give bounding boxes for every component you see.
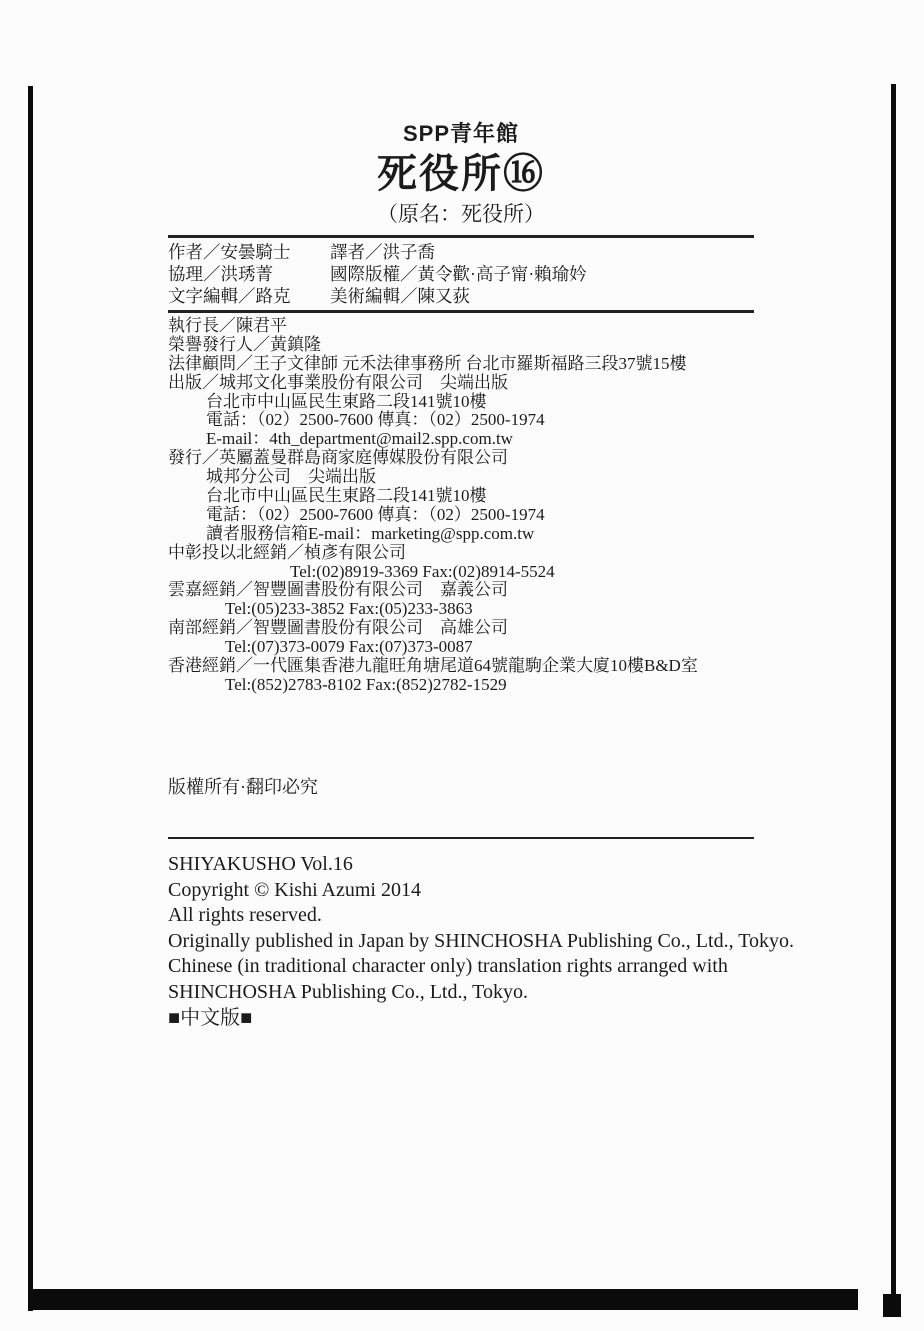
publishing-line: E-mail：4th_department@mail2.spp.com.tw <box>206 429 513 449</box>
credit-coordinator: 協理／洪琇菁 <box>168 264 273 284</box>
original-title: （原名：死役所） <box>377 203 545 226</box>
scan-border-right <box>891 84 896 1297</box>
publishing-line: 南部經銷／智豐圖書股份有限公司 高雄公司 <box>168 618 508 638</box>
english-arranger-line: SHINCHOSHA Publishing Co., Ltd., Tokyo. <box>168 980 528 1003</box>
english-translation-line: Chinese (in traditional character only) translation rights arranged with <box>168 955 728 978</box>
credit-translator: 譯者／洪子喬 <box>330 242 435 262</box>
english-rights-line: All rights reserved. <box>168 904 322 927</box>
publishing-line: 讀者服務信箱E-mail：marketing@spp.com.tw <box>206 523 535 543</box>
publishing-line: 香港經銷／一代匯集香港九龍旺角塘尾道64號龍駒企業大廈10樓B&D室 <box>168 656 698 676</box>
credits-table <box>168 241 754 307</box>
publishing-line: 執行長／陳君平 <box>168 316 287 335</box>
divider-credits <box>168 310 754 313</box>
divider-bottom <box>168 837 754 839</box>
english-copyright-line: Copyright © Kishi Azumi 2014 <box>168 878 421 901</box>
publishing-line: 出版／城邦文化事業股份有限公司 尖端出版 <box>168 372 508 392</box>
scan-border-left <box>28 86 33 1311</box>
publishing-line: 雲嘉經銷／智豐圖書股份有限公司 嘉義公司 <box>168 580 508 600</box>
publishing-line: 法律顧問／王子文律師 元禾法律事務所 台北市羅斯福路三段37號15樓 <box>168 353 687 373</box>
publishing-line: 電話：（02）2500-7600 傳真：（02）2500-1974 <box>206 410 545 430</box>
publishing-line: 榮譽發行人／黃鎮隆 <box>168 334 321 354</box>
publishing-line: 中彰投以北經銷／楨彥有限公司 <box>168 542 406 562</box>
publishing-info <box>168 317 808 695</box>
credits-row <box>168 241 754 263</box>
book-title: 死役所⑯ <box>377 152 545 196</box>
credit-intl-rights: 國際版權／黃令歡·高子甯·賴瑜妗 <box>330 264 587 284</box>
publishing-line: 發行／英屬蓋曼群島商家庭傳媒股份有限公司 <box>168 448 508 468</box>
publishing-line: 台北市中山區民生東路二段141號10樓 <box>206 486 487 506</box>
scan-border-corner <box>883 1294 901 1317</box>
credits-row <box>168 285 754 307</box>
publishing-line: Tel:(852)2783-8102 Fax:(852)2782-1529 <box>225 674 507 694</box>
publishing-line: 電話：（02）2500-7600 傳真：（02）2500-1974 <box>206 504 545 524</box>
publishing-line: Tel:(05)233-3852 Fax:(05)233-3863 <box>225 599 473 619</box>
english-title-line: SHIYAKUSHO Vol.16 <box>168 853 353 875</box>
divider-top <box>168 235 754 238</box>
publishing-line: Tel:(02)8919-3369 Fax:(02)8914-5524 <box>290 561 555 581</box>
publishing-line: Tel:(07)373-0079 Fax:(07)373-0087 <box>225 637 473 657</box>
publishing-line: 台北市中山區民生東路二段141號10樓 <box>206 391 487 411</box>
credits-row <box>168 263 754 285</box>
credit-text-editor: 文字編輯／路克 <box>168 286 291 306</box>
credit-art-editor: 美術編輯／陳又荻 <box>330 286 470 306</box>
title-block <box>168 120 754 230</box>
imprint-label: SPP青年館 <box>402 121 520 146</box>
rights-reserved-notice: 版權所有·翻印必究 <box>168 777 318 797</box>
english-publisher-line: Originally published in Japan by SHINCHOSHA Publishing Co., Ltd., Tokyo. <box>168 929 795 952</box>
english-copyright-block <box>168 852 848 1031</box>
scan-border-bottom <box>30 1289 858 1310</box>
credit-author: 作者／安曇騎士 <box>168 242 291 262</box>
chinese-edition-mark: ■中文版■ <box>168 1006 253 1029</box>
publishing-line: 城邦分公司 尖端出版 <box>206 467 376 487</box>
